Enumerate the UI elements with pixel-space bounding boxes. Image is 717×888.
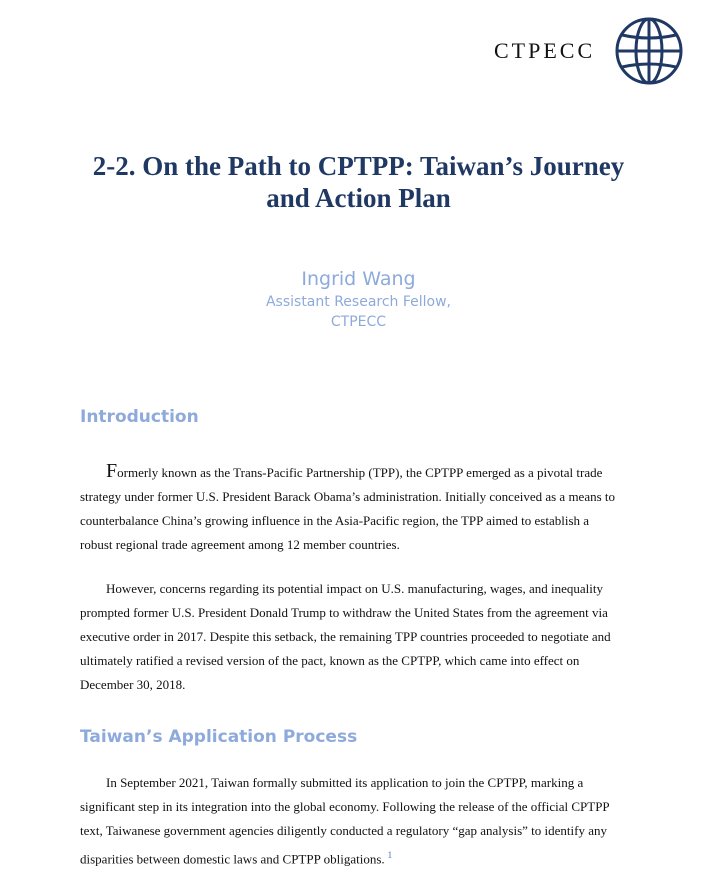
author-org: CTPECC: [330, 314, 387, 330]
dropcap-letter: F: [106, 460, 118, 482]
author-block: [0, 266, 717, 332]
section-heading-application-process: Taiwan’s Application Process: [80, 727, 358, 747]
author-position: Assistant Research Fellow,: [265, 294, 452, 310]
header-brand: CTPECC: [494, 38, 596, 63]
intro-paragraph-2: However, concerns regarding its potential impact on U.S. manufacturing, wages, and inequality prompted former U.S. President Donald Trump to withdraw the United States from the agreement via executive order in 2017. Despite this setback, the remaining TPP countries proceeded to negotiate and ultimately ratified a revised version of the pact, known as the CPTPP, which came into effect on December 30, 2018.: [80, 581, 611, 692]
author-name: Ingrid Wang: [301, 268, 416, 290]
application-paragraph-1: In September 2021, Taiwan formally submitted its application to join the CPTPP, marking a significant step in its integration into the global economy. Following the release of the official CPTPP text, Taiwanese government agencies diligently conducted a regulatory “gap analysis” to identify any disparities between domestic laws and CPTPP obligations. $^1$: [80, 775, 610, 867]
title-line-2: and Action Plan: [266, 183, 451, 213]
globe-logo-icon: [614, 16, 684, 86]
page-title: [40, 150, 677, 214]
intro-paragraph-1: Formerly known as the Trans-Pacific Partnership (TPP), the CPTPP emerged as a pivotal trade strategy under former U.S. President Barack Obama’s administration. Initially conceived as a means to counterbalance China’s growing influence in the Asia-Pacific region, the TPP aimed to establish a robust regional trade agreement among 12 member countries.: [80, 460, 616, 552]
title-line-1: 2-2. On the Path to CPTPP: Taiwan’s Journey: [92, 151, 625, 181]
footnote-marker[interactable]: 1: [387, 850, 393, 860]
section-heading-introduction: Introduction: [80, 407, 199, 427]
